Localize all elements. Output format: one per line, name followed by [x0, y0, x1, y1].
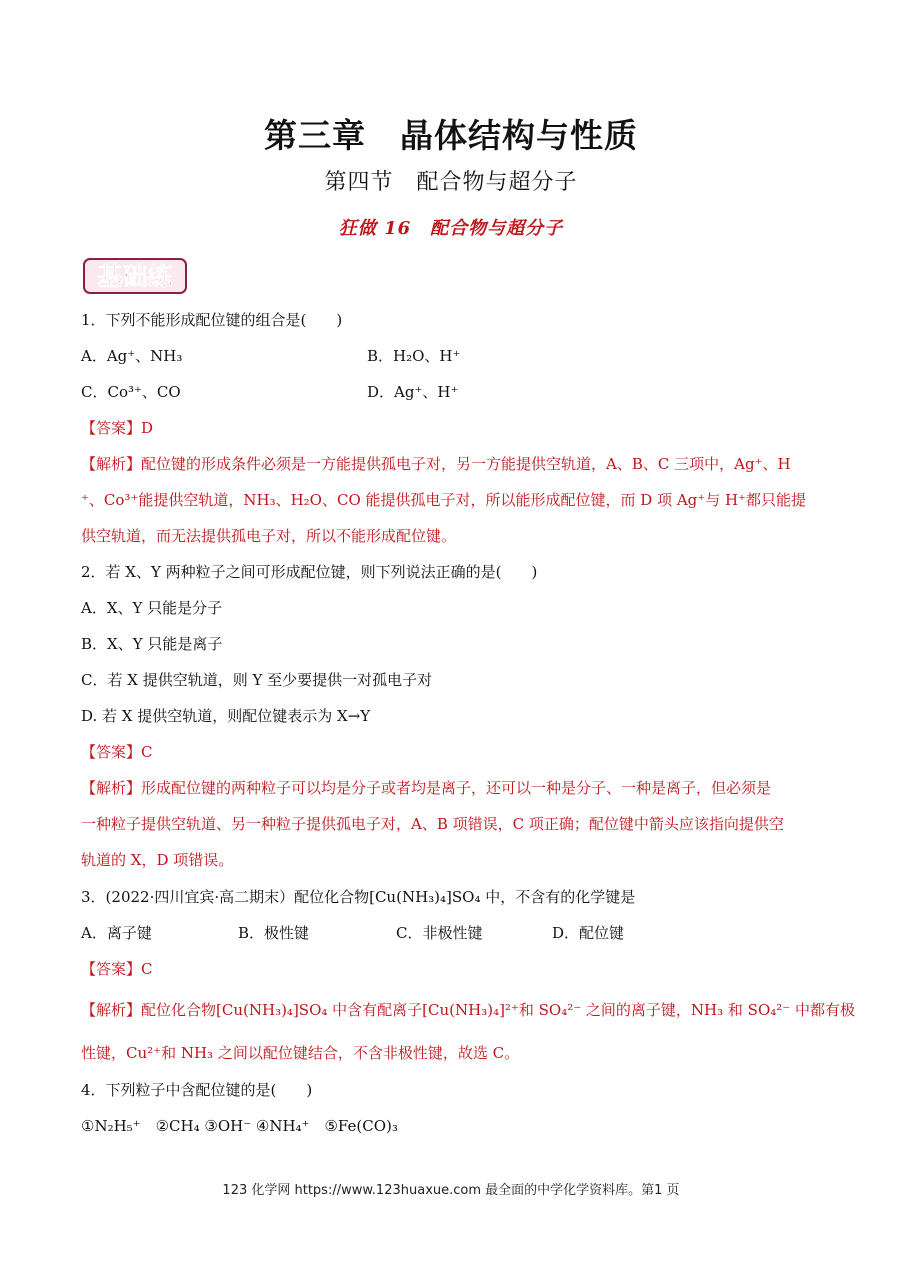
- q2-answer-value: C: [141, 743, 153, 761]
- q3-analysis-text-1: 配位化合物[Cu(NH₃)₄]SO₄ 中含有配离子[Cu(NH₃)₄]²⁺和 SO₄²⁻ 之间的离子键，NH₃ 和 SO₄²⁻ 中都有极: [141, 1001, 855, 1019]
- q4-stem: 4．下列粒子中含配位键的是( ): [81, 1081, 313, 1099]
- q1-analysis-line-2: ⁺、Co³⁺能提供空轨道，NH₃、H₂O、CO 能提供孤电子对，所以能形成配位键，而 D 项 Ag⁺与 H⁺都只能提: [81, 491, 806, 509]
- q1-analysis-line-1: [81, 454, 791, 474]
- q2-stem: 2．若 X、Y 两种粒子之间可形成配位键，则下列说法正确的是( ): [81, 563, 538, 581]
- q4-items: ①N₂H₅⁺ ②CH₄ ③OH⁻ ④NH₄⁺ ⑤Fe(CO)₃: [81, 1117, 398, 1135]
- q2-analysis-line-3: 轨道的 X，D 项错误。: [81, 851, 234, 869]
- exercise-title: 狂做 16 配合物与超分子: [338, 218, 564, 239]
- q2-analysis-text-1: 形成配位键的两种粒子可以均是分子或者均是离子，还可以一种是分子、一种是离子，但必须是: [141, 779, 772, 797]
- q1-stem: 1．下列不能形成配位键的组合是( ): [81, 311, 343, 329]
- q3-answer: [81, 959, 153, 979]
- q3-option-d: D．配位键: [552, 924, 625, 942]
- basic-practice-badge: [82, 257, 188, 295]
- q2-option-c: C．若 X 提供空轨道，则 Y 至少要提供一对孤电子对: [81, 671, 433, 689]
- q1-answer-value: D: [141, 419, 154, 437]
- chapter-title: 第三章 晶体结构与性质: [264, 116, 638, 155]
- q2-option-d: D. 若 X 提供空轨道，则配位键表示为 X→Y: [81, 707, 371, 725]
- q1-analysis-line-3: 供空轨道，而无法提供孤电子对，所以不能形成配位键。: [81, 527, 457, 545]
- q3-analysis-line-2: 性键，Cu²⁺和 NH₃ 之间以配位键结合，不含非极性键，故选 C。: [81, 1044, 520, 1062]
- q3-analysis-line-1: [81, 1000, 855, 1020]
- analysis-label: 【解析】: [81, 455, 142, 473]
- q1-analysis-text-1: 配位键的形成条件必须是一方能提供孤电子对，另一方能提供空轨道，A、B、C 三项中，Ag⁺、H: [141, 455, 791, 473]
- q1-option-a: A．Ag⁺、NH₃: [81, 347, 183, 365]
- q1-option-d: D．Ag⁺、H⁺: [367, 383, 459, 401]
- section-title: 第四节 配合物与超分子: [324, 170, 578, 195]
- q1-answer: [81, 418, 153, 438]
- page-footer: 123 化学网 https://www.123huaxue.com 最全面的中学化学资料库。第1 页: [222, 1183, 680, 1198]
- q3-answer-value: C: [141, 960, 153, 978]
- q3-option-b: B．极性键: [238, 924, 310, 942]
- q2-analysis-line-2: 一种粒子提供空轨道、另一种粒子提供孤电子对，A、B 项错误，C 项正确；配位键中箭头应该指向提供空: [81, 815, 784, 833]
- answer-label: 【答案】: [81, 960, 142, 978]
- q2-analysis-line-1: [81, 778, 771, 798]
- q2-option-a: A．X、Y 只能是分子: [81, 599, 223, 617]
- q3-stem: 3．(2022·四川宜宾·高二期末）配位化合物[Cu(NH₃)₄]SO₄ 中，不含有的化学键是: [81, 888, 636, 906]
- badge-label: 基础练: [97, 262, 173, 291]
- q3-option-c: C．非极性键: [396, 924, 483, 942]
- q1-option-b: B．H₂O、H⁺: [367, 347, 461, 365]
- analysis-label: 【解析】: [81, 1001, 142, 1019]
- answer-label: 【答案】: [81, 743, 142, 761]
- q2-option-b: B．X、Y 只能是离子: [81, 635, 223, 653]
- q2-answer: [81, 742, 153, 762]
- answer-label: 【答案】: [81, 419, 142, 437]
- q1-option-c: C．Co³⁺、CO: [81, 383, 181, 401]
- analysis-label: 【解析】: [81, 779, 142, 797]
- q3-option-a: A．离子键: [81, 924, 152, 942]
